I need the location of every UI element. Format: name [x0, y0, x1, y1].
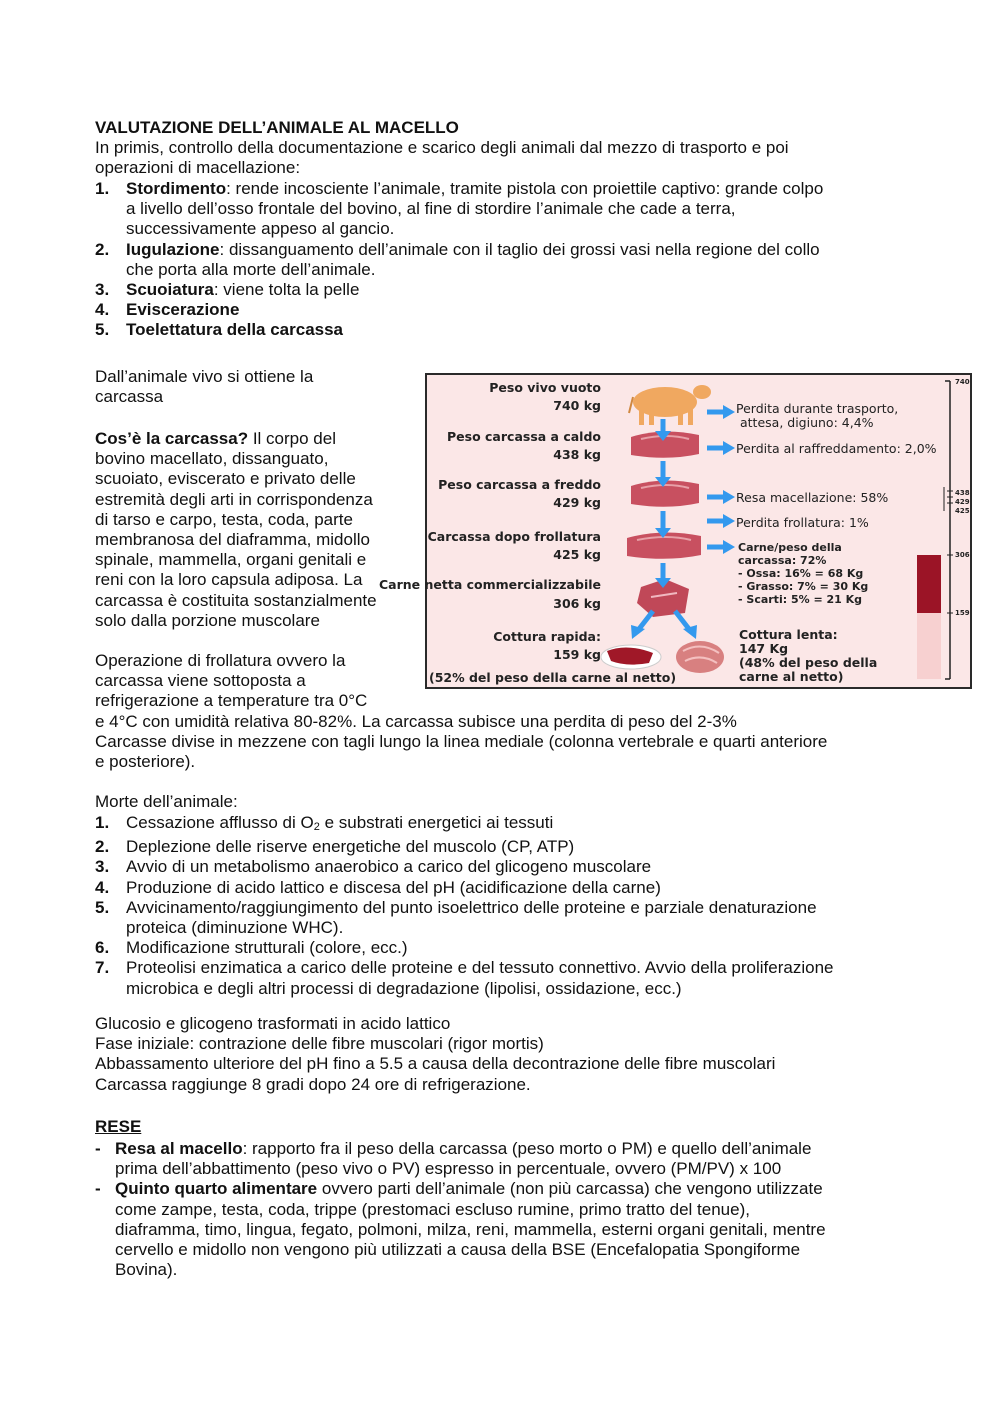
rese-text: ovvero parti dell’animale (non più carcassa) che vengono utilizzate — [317, 1179, 823, 1199]
rese-text: cervello e midollo non vengono più utilizzati a causa della BSE (Encefalopatia Spongiforme — [115, 1240, 801, 1260]
text-line: scuoiato, eviscerato e privato delle — [95, 469, 356, 489]
step-text: Produzione di acido lattico e discesa del pH (acidificazione della carne) — [126, 877, 661, 897]
intro-paragraph — [95, 138, 789, 178]
step-text: : rende incosciente l’animale, tramite pistola con proiettile captivo: grande colpo — [226, 179, 824, 198]
list-number: 6. — [95, 938, 110, 958]
loss-label: Perdita frollatura: 1% — [736, 515, 869, 530]
list-item — [95, 1139, 915, 1179]
intro-line: In primis, controllo della documentazione e scarico degli animali dal mezzo di trasporto e poi — [95, 138, 789, 157]
step-text: microbica e degli altri processi di degradazione (lipolisi, ossidazione, ecc.) — [126, 978, 682, 998]
step-text: Deplezione delle riserve energetiche del muscolo (CP, ATP) — [126, 837, 575, 857]
loss-label: (48% del peso della — [739, 655, 878, 670]
loss-arrows — [707, 412, 725, 547]
list-number: 3. — [95, 280, 110, 300]
scale-tick-label: 438 — [955, 489, 970, 497]
loss-label: - Scarti: 5% = 21 Kg — [738, 593, 863, 606]
stage-label: Peso vivo vuoto — [489, 380, 601, 395]
scale-tick-label: 740 — [955, 378, 970, 386]
step-text: : viene tolta la pelle — [213, 280, 360, 300]
death-steps-list — [95, 813, 915, 999]
stage-label: Carcassa dopo frollatura — [427, 529, 601, 544]
loss-label: 147 Kg — [739, 641, 789, 656]
loss-label: carcassa: 72% — [738, 554, 827, 567]
cow-icon — [629, 385, 711, 425]
text-line: Dall’animale vivo si ottiene la — [95, 367, 314, 386]
stage-label: Peso carcassa a caldo — [447, 429, 601, 444]
list-item — [95, 179, 915, 240]
loss-label: Perdita durante trasporto, — [736, 401, 899, 416]
stage-value: 438 kg — [553, 447, 601, 462]
list-item — [95, 857, 915, 877]
subscript: 2 — [313, 821, 320, 833]
rese-text: prima dell’abbattimento (peso vivo o PV) espresso in percentuale, ovvero (PM/PV) x 100 — [115, 1159, 782, 1179]
text-line: membranosa del diaframma, midollo — [95, 530, 370, 550]
step-text: successivamente appeso al gancio. — [126, 219, 395, 239]
rese-term: Resa al macello — [115, 1139, 243, 1158]
step-term: Toelettatura della carcassa — [126, 320, 344, 340]
carcass-definition — [95, 429, 415, 631]
loss-label: Cottura lenta: — [739, 627, 838, 642]
list-item — [95, 898, 915, 938]
text-line: refrigerazione a temperature tra 0°C — [95, 691, 368, 711]
rese-text: diaframma, timo, lingua, fegato, polmoni, milza, reni, mammella, esterni organi genitali, mentre — [115, 1219, 826, 1239]
slaughter-steps-list — [95, 179, 915, 341]
list-number: 5. — [95, 897, 110, 917]
rese-text: : rapporto fra il peso della carcassa (peso morto o PM) e quello dell’animale — [242, 1139, 812, 1158]
scale-tick-label: 306 — [955, 551, 970, 559]
step-term: Iugulazione — [126, 239, 220, 259]
list-number: 2. — [95, 837, 110, 857]
list-number: 4. — [95, 300, 110, 320]
text-line: carcassa è costituita sostanzialmente — [95, 590, 377, 610]
step-text: Avvicinamento/raggiungimento del punto isoelettrico delle proteine e parziale denaturazione — [126, 897, 817, 917]
list-number: 7. — [95, 958, 110, 978]
loss-arrow-heads — [723, 405, 735, 554]
text-line: spinale, mammella, organi genitali e — [95, 550, 367, 570]
net-meat-bar — [917, 555, 941, 613]
stage-value: 159 kg — [553, 647, 601, 662]
step-text: Modificazione strutturali (colore, ecc.) — [126, 938, 408, 958]
text-line: estremità degli arti in corrispondenza — [95, 489, 373, 509]
step-term: Eviscerazione — [126, 300, 240, 320]
list-item — [95, 878, 915, 898]
loss-label: carne al netto) — [739, 669, 844, 684]
text-line: bovino macellato, dissanguato, — [95, 449, 329, 469]
page-title: VALUTAZIONE DELL’ANIMALE AL MACELLO — [95, 118, 459, 137]
step-text: proteica (diminuzione WHC). — [126, 918, 344, 938]
list-item — [95, 300, 915, 320]
list-number: 1. — [95, 813, 110, 832]
text-line: Abbassamento ulteriore del pH fino a 5.5 a causa della decontrazione delle fibre muscolari — [95, 1054, 776, 1074]
stage-value: 306 kg — [553, 596, 601, 611]
figure-canvas — [379, 375, 970, 687]
text-line: Carcassa raggiunge 8 gradi dopo 24 ore di refrigerazione. — [95, 1074, 531, 1094]
stage-label: Carne netta commercializzabile — [379, 577, 601, 592]
step-text: Cessazione afflusso di O2 e substrati energetici ai tessuti — [126, 813, 554, 833]
steak-icon — [601, 645, 661, 669]
scale-tick-label: 429 — [955, 498, 970, 506]
carcass-question: Cos’è la carcassa? — [95, 429, 249, 448]
step-text: a livello dell’osso frontale del bovino, al fine di stordire l’animale che cade a terra, — [126, 199, 736, 219]
carcass-intro — [95, 367, 415, 407]
list-item — [95, 938, 915, 958]
list-number: 1. — [95, 179, 110, 198]
rese-text: Bovina). — [115, 1260, 178, 1280]
step-text: : dissanguamento dell’animale con il taglio dei grossi vasi nella regione del collo — [219, 239, 820, 259]
roast-icon — [676, 641, 724, 673]
text-line: solo dalla porzione muscolare — [95, 610, 320, 630]
down-right-arrow-icon — [675, 611, 689, 629]
list-number: 4. — [95, 877, 110, 897]
list-item — [95, 280, 915, 300]
death-intro: Morte dell’animale: — [95, 792, 238, 811]
weight-scale — [917, 378, 970, 679]
figure-footnote: (52% del peso della carne al netto) — [429, 670, 677, 685]
rese-term: Quinto quarto alimentare — [115, 1179, 318, 1199]
stage-value: 425 kg — [553, 547, 601, 562]
loss-label: attesa, digiuno: 4,4% — [740, 415, 874, 430]
list-item — [95, 958, 915, 998]
loss-label: - Grasso: 7% = 30 Kg — [738, 580, 869, 593]
text-line: Fase iniziale: contrazione delle fibre muscolari (rigor mortis) — [95, 1034, 544, 1054]
list-dash: - — [95, 1179, 101, 1199]
rese-list — [95, 1139, 915, 1280]
stage-value: 740 kg — [553, 398, 601, 413]
step-text: che porta alla morte dell’animale. — [126, 259, 376, 279]
loss-label: Carne/peso della — [738, 541, 842, 554]
text-line: Carcasse divise in mezzene con tagli lungo la linea mediale (colonna vertebrale e quarti anteriore — [95, 731, 828, 751]
scale-tick-label: 159 — [955, 609, 970, 617]
rese-heading: RESE — [95, 1117, 142, 1136]
list-item — [95, 320, 915, 340]
text-line: di tarso e carpo, testa, coda, parte — [95, 509, 353, 529]
text-line: Operazione di frollatura ovvero la — [95, 651, 346, 670]
text-line: e posteriore). — [95, 752, 196, 772]
text-line: Glucosio e glicogeno trasformati in acido lattico — [95, 1014, 451, 1033]
text-line: reni con la loro capsula adiposa. La — [95, 570, 363, 590]
list-number: 3. — [95, 857, 110, 877]
list-item — [95, 240, 915, 280]
list-dash: - — [95, 1139, 101, 1158]
text-line: e 4°C con umidità relativa 80-82%. La carcassa subisce una perdita di peso del 2-3% — [95, 711, 737, 731]
list-number: 2. — [95, 239, 110, 259]
scale-tick-label: 425 — [955, 507, 970, 515]
loss-label: Perdita al raffreddamento: 2,0% — [736, 441, 937, 456]
stage-label: Cottura rapida: — [493, 629, 601, 644]
step-text: Avvio di un metabolismo anaerobico a carico del glicogeno muscolare — [126, 857, 652, 877]
stage-value: 429 kg — [553, 495, 601, 510]
loss-label: - Ossa: 16% = 68 Kg — [738, 567, 864, 580]
text-line: Il corpo del — [248, 429, 336, 448]
text-line: carcassa — [95, 387, 164, 407]
cooked-meat-bar — [917, 613, 941, 679]
text-line: carcassa viene sottoposta a — [95, 671, 306, 691]
glucose-paragraph — [95, 1014, 925, 1095]
down-left-arrow-icon — [639, 611, 653, 629]
step-term: Scuoiatura — [126, 280, 214, 300]
intro-line: operazioni di macellazione: — [95, 158, 301, 178]
list-number: 5. — [95, 320, 110, 340]
list-item — [95, 837, 915, 857]
list-item — [95, 813, 915, 837]
step-text: Proteolisi enzimatica a carico delle proteine e del tessuto connettivo. Avvio della proliferazione — [126, 958, 834, 978]
step-term: Stordimento — [126, 179, 227, 198]
list-item — [95, 1179, 915, 1280]
slaughter-yield-figure — [379, 373, 972, 689]
loss-label: Resa macellazione: 58% — [736, 490, 889, 505]
rese-text: come zampe, testa, coda, trippe (prestomaci escluso rumine, primo tratto del tenue), — [115, 1199, 750, 1219]
stage-label: Peso carcassa a freddo — [438, 477, 601, 492]
